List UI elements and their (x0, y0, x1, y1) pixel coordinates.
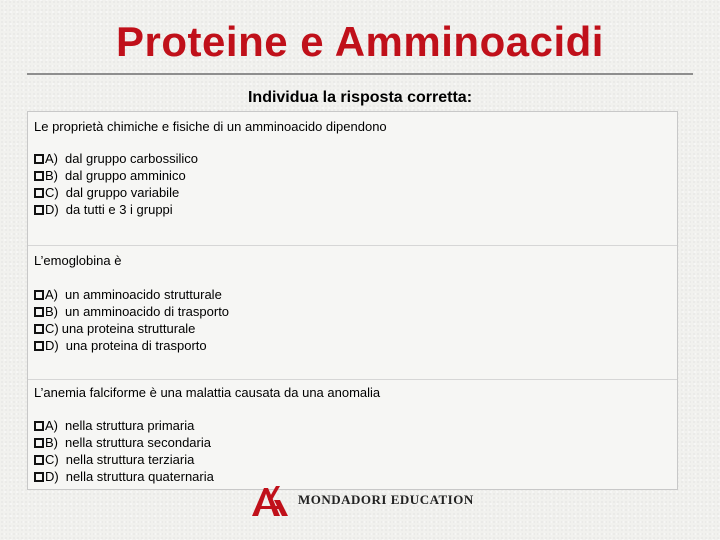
checkbox-icon[interactable] (34, 421, 44, 431)
checkbox-icon[interactable] (34, 307, 44, 317)
option-text: dal gruppo amminico (65, 168, 186, 183)
option-a[interactable] (34, 286, 229, 303)
option-c[interactable] (34, 320, 229, 337)
option-b[interactable] (34, 303, 229, 320)
title-divider (27, 73, 693, 75)
option-text: un amminoacido di trasporto (65, 304, 230, 319)
option-text: nella struttura primaria (65, 418, 195, 433)
checkbox-icon[interactable] (34, 438, 44, 448)
option-letter: B) (45, 168, 58, 183)
option-letter: A) (45, 151, 58, 166)
options-list (34, 286, 229, 354)
option-letter: A) (45, 418, 58, 433)
checkbox-icon[interactable] (34, 188, 44, 198)
option-letter: B) (45, 435, 58, 450)
option-a[interactable] (34, 417, 214, 434)
option-text: nella struttura quaternaria (65, 469, 214, 484)
option-text: dal gruppo carbossilico (65, 151, 198, 166)
option-d[interactable] (34, 468, 214, 485)
option-letter: A) (45, 287, 58, 302)
option-letter: C) (45, 321, 59, 336)
logo-text: MONDADORI EDUCATION (298, 492, 474, 507)
options-list (34, 417, 214, 485)
checkbox-icon[interactable] (34, 154, 44, 164)
options-list (34, 150, 198, 218)
option-text: nella struttura secondaria (65, 435, 211, 450)
option-d[interactable] (34, 337, 229, 354)
question-3 (28, 380, 677, 488)
checkbox-icon[interactable] (34, 472, 44, 482)
option-letter: D) (45, 338, 59, 353)
option-c[interactable] (34, 184, 198, 201)
mondadori-logo-icon (248, 482, 292, 518)
option-text: un amminoacido strutturale (65, 287, 222, 302)
option-letter: C) (45, 185, 59, 200)
checkbox-icon[interactable] (34, 171, 44, 181)
option-letter: D) (45, 469, 59, 484)
publisher-logo (248, 481, 474, 519)
checkbox-icon[interactable] (34, 455, 44, 465)
checkbox-icon[interactable] (34, 341, 44, 351)
checkbox-icon[interactable] (34, 324, 44, 334)
option-d[interactable] (34, 201, 198, 218)
question-text: L’anemia falciforme è una malattia causata da una anomalia (34, 385, 381, 400)
question-1 (28, 112, 677, 246)
instruction-text: Individua la risposta corretta: (247, 89, 473, 106)
option-text: una proteina di trasporto (65, 338, 207, 353)
quiz-panel (27, 111, 678, 490)
option-text: una proteina strutturale (61, 321, 196, 336)
question-text: Le proprietà chimiche e fisiche di un amminoacido dipendono (34, 119, 387, 134)
option-letter: C) (45, 452, 59, 467)
option-text: nella struttura terziaria (65, 452, 195, 467)
option-letter: B) (45, 304, 58, 319)
question-text: L’emoglobina è (34, 253, 122, 268)
checkbox-icon[interactable] (34, 290, 44, 300)
page-title: Proteine e Amminoacidi (116, 18, 604, 65)
option-c[interactable] (34, 451, 214, 468)
option-b[interactable] (34, 434, 214, 451)
checkbox-icon[interactable] (34, 205, 44, 215)
option-letter: D) (45, 202, 59, 217)
option-b[interactable] (34, 167, 198, 184)
question-2 (28, 246, 677, 380)
option-text: dal gruppo variabile (65, 185, 180, 200)
option-text: da tutti e 3 i gruppi (65, 202, 173, 217)
option-a[interactable] (34, 150, 198, 167)
